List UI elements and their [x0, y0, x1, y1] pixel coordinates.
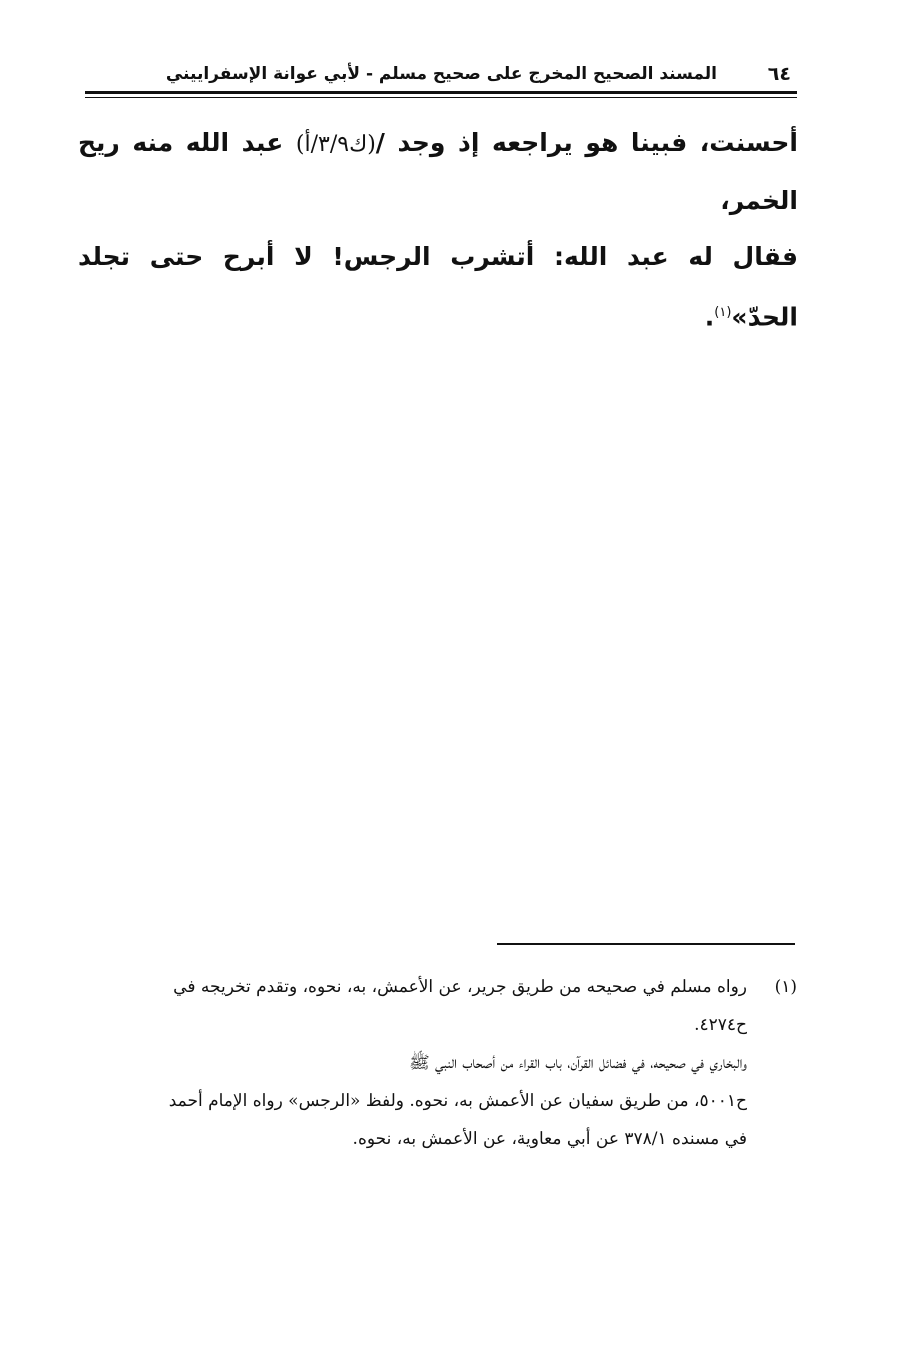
footnotes [82, 968, 797, 1158]
footnote-separator [497, 943, 795, 945]
main-line-2-end: . [704, 302, 715, 332]
footnote-reference[interactable]: (١) [714, 305, 732, 320]
footnote-line: ح٤٢٧٤. [694, 1015, 747, 1035]
main-line-2 [78, 229, 798, 345]
manuscript-reference: (ك٣/٩/أ) [295, 132, 376, 157]
footnote-line: والبخاري في صحيحه، في فضائل القرآن، باب القراء من أصحاب النبي ﷺ [409, 1053, 747, 1073]
header-rule-thin [85, 97, 797, 98]
footnote-line: ح٥٠٠١، من طريق سفيان عن الأعمش به، نحوه. ولفظ «الرجس» رواه الإمام أحمد [168, 1091, 747, 1111]
running-title: المسند الصحيح المخرج على صحيح مسلم - لأبي عوانة الإسفراييني [165, 64, 717, 84]
main-line-1-end: عبد الله منه ريح الخمر، [78, 128, 798, 215]
main-text [78, 115, 798, 345]
main-line-1-start: أحسنت، فبينا هو يراجعه إذ وجد / [375, 128, 798, 157]
footnote-line: رواه مسلم في صحيحه من طريق جرير، عن الأعمش، به، نحوه، وتقدم تخريجه في [173, 977, 747, 997]
footnote-marker: (١) [774, 977, 797, 997]
main-line-1 [78, 115, 798, 229]
page-number: ٦٤ [767, 63, 791, 85]
header-rule-thick [85, 91, 797, 94]
main-line-2-text: فقال له عبد الله: أتشرب الرجس! لا أبرح حتى تجلد الحدّ» [78, 242, 798, 332]
footnote-line: في مسنده ٣٧٨/١ عن أبي معاوية، عن الأعمش به، نحوه. [352, 1129, 747, 1149]
page-header [85, 60, 797, 88]
